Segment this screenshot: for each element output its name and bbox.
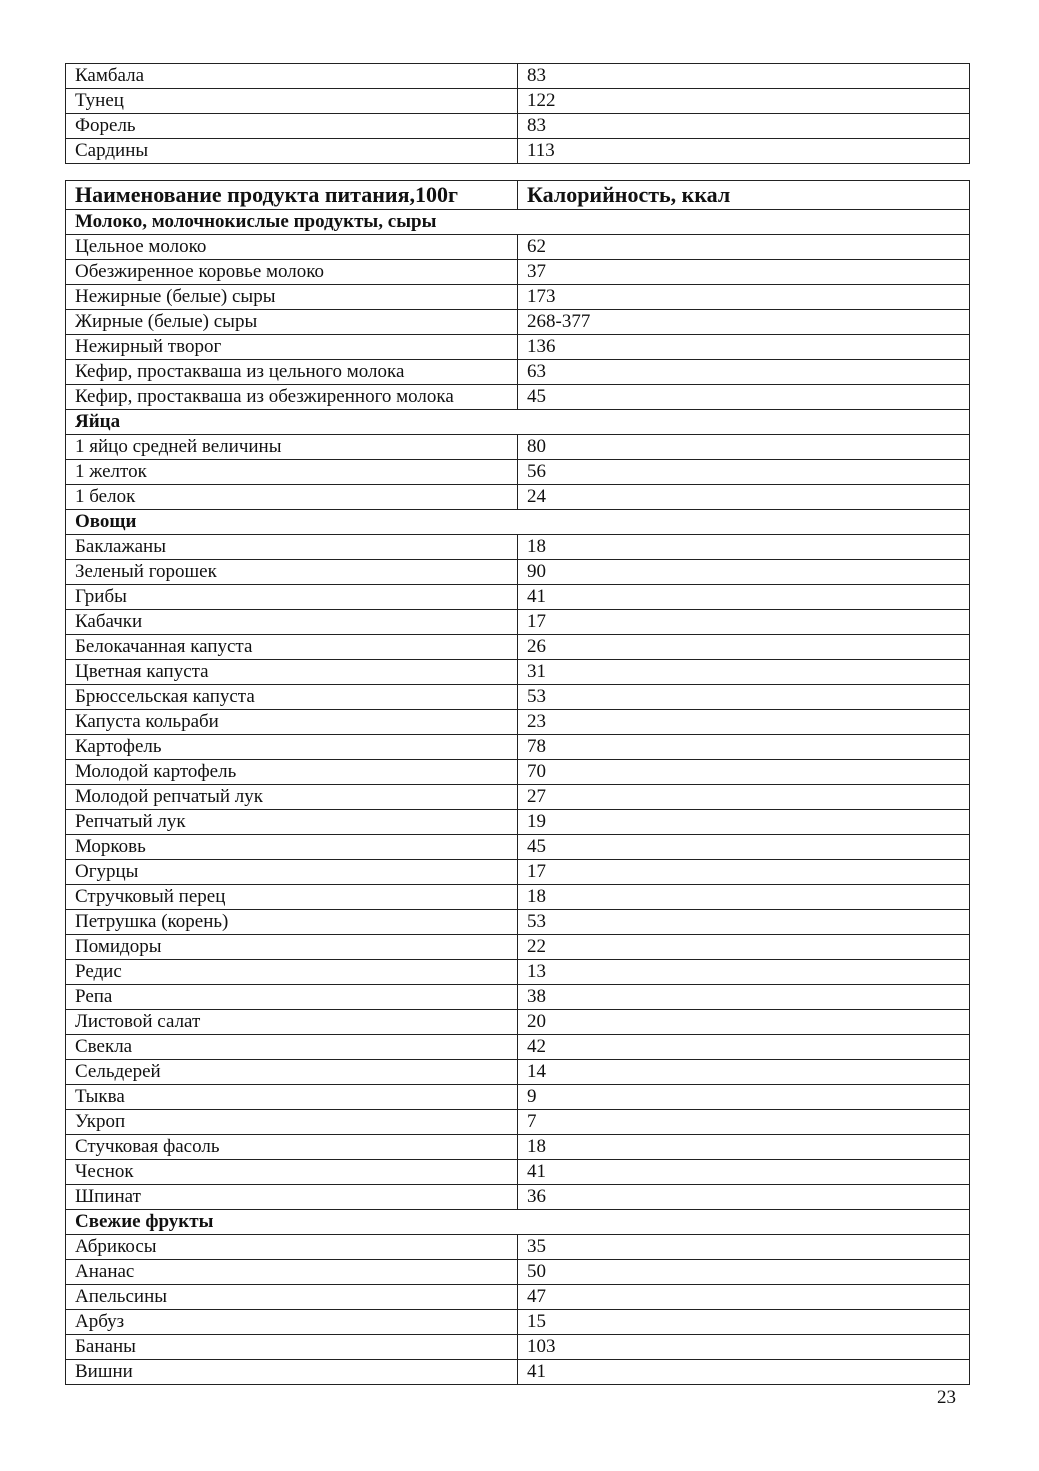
table-row — [66, 1335, 970, 1360]
calorie-value-cell: 56 — [518, 460, 970, 485]
product-name-cell: Картофель — [66, 735, 518, 760]
product-name-cell: Молодой картофель — [66, 760, 518, 785]
calorie-value-cell: 136 — [518, 335, 970, 360]
table-row — [66, 1135, 970, 1160]
calorie-value-cell: 14 — [518, 1060, 970, 1085]
table-row — [66, 910, 970, 935]
table-row — [66, 835, 970, 860]
calorie-value-cell: 26 — [518, 635, 970, 660]
table-row — [66, 235, 970, 260]
product-name-cell: Капуста кольраби — [66, 710, 518, 735]
table-row — [66, 1060, 970, 1085]
product-name-cell: Листовой салат — [66, 1010, 518, 1035]
calorie-value-cell: 122 — [518, 89, 970, 114]
fish-calorie-table — [65, 63, 970, 164]
table-row — [66, 735, 970, 760]
product-name-cell: Репчатый лук — [66, 810, 518, 835]
table-row — [66, 635, 970, 660]
calorie-value-cell: 78 — [518, 735, 970, 760]
category-title: Яйца — [66, 410, 970, 435]
category-title: Овощи — [66, 510, 970, 535]
calorie-value-cell: 15 — [518, 1310, 970, 1335]
calorie-value-cell: 173 — [518, 285, 970, 310]
category-row — [66, 1210, 970, 1235]
table-row — [66, 260, 970, 285]
table-row — [66, 1035, 970, 1060]
product-name-cell: Редис — [66, 960, 518, 985]
category-row — [66, 410, 970, 435]
product-name-cell: Сельдерей — [66, 1060, 518, 1085]
table-row — [66, 1285, 970, 1310]
product-name-cell: Белокачанная капуста — [66, 635, 518, 660]
category-row — [66, 210, 970, 235]
calorie-value-cell: 24 — [518, 485, 970, 510]
calorie-value-cell: 47 — [518, 1285, 970, 1310]
product-name-cell: Жирные (белые) сыры — [66, 310, 518, 335]
product-name-cell: Бананы — [66, 1335, 518, 1360]
product-name-cell: Нежирный творог — [66, 335, 518, 360]
product-name-cell: Стручковый перец — [66, 885, 518, 910]
fish-table-body — [66, 64, 970, 164]
product-name-cell: Кефир, простакваша из обезжиренного молока — [66, 385, 518, 410]
calorie-value-cell: 62 — [518, 235, 970, 260]
food-calorie-table — [65, 180, 970, 1385]
product-name-cell: Апельсины — [66, 1285, 518, 1310]
calorie-value-cell: 41 — [518, 1360, 970, 1385]
product-name-cell: Кефир, простакваша из цельного молока — [66, 360, 518, 385]
calorie-value-cell: 22 — [518, 935, 970, 960]
calorie-value-cell: 7 — [518, 1110, 970, 1135]
product-name-cell: Арбуз — [66, 1310, 518, 1335]
table-row — [66, 335, 970, 360]
calorie-value-cell: 113 — [518, 139, 970, 164]
table-row — [66, 114, 970, 139]
table-row — [66, 1110, 970, 1135]
food-table-body — [66, 181, 970, 1385]
table-row — [66, 585, 970, 610]
product-name-cell: 1 белок — [66, 485, 518, 510]
calorie-value-cell: 63 — [518, 360, 970, 385]
table-row — [66, 1310, 970, 1335]
table-row — [66, 360, 970, 385]
table-row — [66, 310, 970, 335]
calorie-value-cell: 37 — [518, 260, 970, 285]
product-name-cell: Зеленый горошек — [66, 560, 518, 585]
product-name-cell: Шпинат — [66, 1185, 518, 1210]
table-row — [66, 285, 970, 310]
product-name-cell: 1 яйцо средней величины — [66, 435, 518, 460]
calorie-value-cell: 27 — [518, 785, 970, 810]
table-row — [66, 960, 970, 985]
product-name-cell: Цельное молоко — [66, 235, 518, 260]
calorie-value-cell: 53 — [518, 910, 970, 935]
product-name-cell: 1 желток — [66, 460, 518, 485]
table-row — [66, 1260, 970, 1285]
table-row — [66, 710, 970, 735]
product-name-cell: Молодой репчатый лук — [66, 785, 518, 810]
product-name-cell: Грибы — [66, 585, 518, 610]
product-name-cell: Кабачки — [66, 610, 518, 635]
product-name-cell: Ананас — [66, 1260, 518, 1285]
calorie-value-cell: 50 — [518, 1260, 970, 1285]
product-name-cell: Репа — [66, 985, 518, 1010]
table-row — [66, 1235, 970, 1260]
calorie-value-cell: 90 — [518, 560, 970, 585]
product-name-cell: Абрикосы — [66, 1235, 518, 1260]
table-row — [66, 935, 970, 960]
calorie-value-cell: 17 — [518, 860, 970, 885]
calorie-value-cell: 18 — [518, 885, 970, 910]
table-row — [66, 885, 970, 910]
table-row — [66, 485, 970, 510]
category-title: Молоко, молочнокислые продукты, сыры — [66, 210, 970, 235]
product-name-cell: Помидоры — [66, 935, 518, 960]
product-name-cell: Петрушка (корень) — [66, 910, 518, 935]
calorie-value-cell: 53 — [518, 685, 970, 710]
table-row — [66, 1160, 970, 1185]
product-name-cell: Сардины — [66, 139, 518, 164]
table-row — [66, 64, 970, 89]
product-name-cell: Форель — [66, 114, 518, 139]
table-row — [66, 435, 970, 460]
calorie-value-cell: 45 — [518, 835, 970, 860]
calorie-value-cell: 70 — [518, 760, 970, 785]
calorie-value-cell: 17 — [518, 610, 970, 635]
calorie-value-cell: 83 — [518, 64, 970, 89]
product-name-cell: Стучковая фасоль — [66, 1135, 518, 1160]
table-row — [66, 1360, 970, 1385]
table-row — [66, 385, 970, 410]
calorie-value-cell: 268-377 — [518, 310, 970, 335]
calorie-value-cell: 103 — [518, 1335, 970, 1360]
table-row — [66, 139, 970, 164]
table-row — [66, 1010, 970, 1035]
table-row — [66, 660, 970, 685]
product-name-cell: Нежирные (белые) сыры — [66, 285, 518, 310]
calorie-value-cell: 9 — [518, 1085, 970, 1110]
header-calories: Калорийность, ккал — [518, 181, 970, 210]
table-row — [66, 760, 970, 785]
product-name-cell: Баклажаны — [66, 535, 518, 560]
calorie-value-cell: 13 — [518, 960, 970, 985]
table-row — [66, 1085, 970, 1110]
table-row — [66, 985, 970, 1010]
product-name-cell: Тыква — [66, 1085, 518, 1110]
product-name-cell: Камбала — [66, 64, 518, 89]
calorie-value-cell: 42 — [518, 1035, 970, 1060]
calorie-value-cell: 20 — [518, 1010, 970, 1035]
calorie-value-cell: 19 — [518, 810, 970, 835]
table-header-row — [66, 181, 970, 210]
table-row — [66, 860, 970, 885]
product-name-cell: Вишни — [66, 1360, 518, 1385]
table-row — [66, 1185, 970, 1210]
calorie-value-cell: 38 — [518, 985, 970, 1010]
category-row — [66, 510, 970, 535]
product-name-cell: Морковь — [66, 835, 518, 860]
product-name-cell: Огурцы — [66, 860, 518, 885]
category-title: Свежие фрукты — [66, 1210, 970, 1235]
product-name-cell: Свекла — [66, 1035, 518, 1060]
calorie-value-cell: 18 — [518, 1135, 970, 1160]
product-name-cell: Обезжиренное коровье молоко — [66, 260, 518, 285]
table-row — [66, 610, 970, 635]
page-number: 23 — [937, 1387, 956, 1408]
product-name-cell: Цветная капуста — [66, 660, 518, 685]
calorie-value-cell: 83 — [518, 114, 970, 139]
product-name-cell: Укроп — [66, 1110, 518, 1135]
product-name-cell: Брюссельская капуста — [66, 685, 518, 710]
calorie-value-cell: 41 — [518, 585, 970, 610]
header-product-name: Наименование продукта питания,100г — [66, 181, 518, 210]
table-row — [66, 785, 970, 810]
table-row — [66, 460, 970, 485]
calorie-value-cell: 41 — [518, 1160, 970, 1185]
calorie-value-cell: 35 — [518, 1235, 970, 1260]
table-row — [66, 560, 970, 585]
table-row — [66, 810, 970, 835]
product-name-cell: Тунец — [66, 89, 518, 114]
table-row — [66, 685, 970, 710]
product-name-cell: Чеснок — [66, 1160, 518, 1185]
calorie-value-cell: 36 — [518, 1185, 970, 1210]
calorie-value-cell: 18 — [518, 535, 970, 560]
calorie-value-cell: 31 — [518, 660, 970, 685]
table-row — [66, 535, 970, 560]
calorie-value-cell: 80 — [518, 435, 970, 460]
calorie-value-cell: 23 — [518, 710, 970, 735]
table-row — [66, 89, 970, 114]
calorie-value-cell: 45 — [518, 385, 970, 410]
